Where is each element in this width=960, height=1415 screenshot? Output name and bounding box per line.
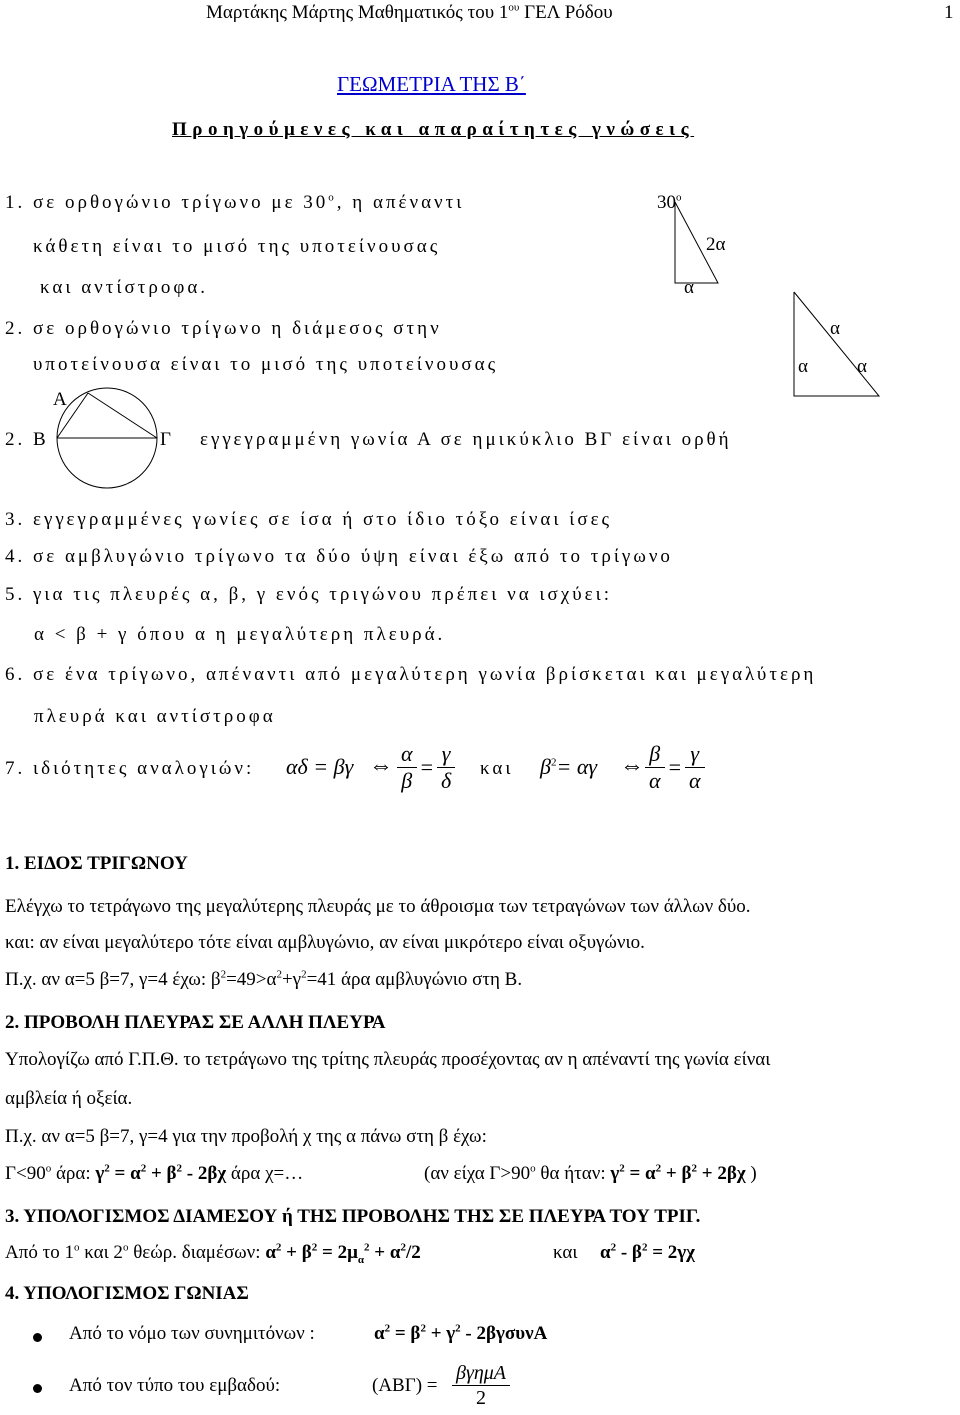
triangle-hypotenuse-label: 2α	[706, 234, 726, 255]
prior-item-1-line-1: 1. σε ορθογώνιο τρίγωνο με $30^o$, η απέναντι	[5, 191, 465, 213]
section-4-title: 4. ΥΠΟΛΟΓΙΣΜΟΣ ΓΩΝΙΑΣ	[5, 1283, 249, 1304]
proportion-fractions-1: $\frac{\alpha}{\beta}$ = $\frac{\gamma}{\delta}$	[397, 741, 455, 794]
prior-item-2-line-1: 2. σε ορθογώνιο τρίγωνο η διάμεσος στην	[5, 318, 442, 339]
section-3-formula-and: και	[553, 1242, 578, 1263]
section-4-bullet-2-lhs: (ΑΒΓ) =	[372, 1375, 438, 1396]
right-triangle-median-figure	[780, 280, 900, 420]
page-header: Μαρτάκης Μάρτης Μαθηματικός του $1^{o\upsilon}$ ΓΕΛ Ρόδου	[206, 1, 613, 23]
proportion-fractions-2: $\frac{\beta}{\alpha}$ = $\frac{\gamma}{\alpha}$	[645, 741, 705, 794]
section-2-example: Π.χ. αν α=5 β=7, γ=4 για την προβολή χ της α πάνω στη β έχω:	[5, 1126, 487, 1147]
prior-item-2b-text: εγγεγραμμένη γωνία Α σε ημικύκλιο ΒΓ είναι ορθή	[200, 429, 732, 450]
proportion-equation-1: αδ = βγ	[286, 754, 354, 779]
median-top-label: α	[830, 318, 840, 339]
circle-point-a-label: Α	[53, 389, 67, 410]
prior-item-6-line-1: 6. σε ένα τρίγωνο, απέναντι από μεγαλύτερη γωνία βρίσκεται και μεγαλύτερη	[5, 664, 817, 685]
section-1-title: 1. ΕΙΔΟΣ ΤΡΙΓΩΝΟΥ	[5, 853, 188, 874]
section-4-bullet-1-formula: $\alpha^2 = \beta^2 + \gamma^2 - 2\beta\gamma\sigma\upsilon\nu A$	[374, 1322, 548, 1344]
prior-item-1-line-2: κάθετη είναι το μισό της υποτείνουσας	[33, 236, 441, 257]
circle-point-g-label: Γ	[160, 429, 171, 450]
prior-item-1-line-3: και αντίστροφα.	[40, 277, 209, 298]
section-4-bullet-1-text: Από το νόμο των συνημιτόνων :	[69, 1323, 315, 1344]
section-2-formula-alt: (αν είχα $\Gamma>90^o$ θα ήταν: $\gamma^2 = \alpha^2 + \beta^2 + 2\beta\chi$ )	[424, 1162, 757, 1184]
prior-item-7-label: 7. ιδιότητες αναλογιών:	[5, 758, 255, 779]
bullet-2	[33, 1384, 42, 1393]
page-title: ΓΕΩΜΕΤΡΙΑ ΤΗΣ Β΄	[337, 72, 526, 96]
section-1-paragraph-1: Ελέγχω το τετράγωνο της μεγαλύτερης πλευράς με το άθροισμα των τετραγώνων των άλλων δύο.	[5, 896, 751, 917]
section-1-paragraph-2: και: αν είναι μεγαλύτερο τότε είναι αμβλυγώνιο, αν είναι μικρότερο είναι οξυγώνιο.	[5, 932, 645, 953]
prior-item-5-line-1: 5. για τις πλευρές α, β, γ ενός τριγώνου πρέπει να ισχύει:	[5, 584, 612, 605]
proportion-and: και	[480, 758, 514, 779]
prior-item-6-line-2: πλευρά και αντίστροφα	[34, 706, 276, 727]
area-fraction: $\frac{\text{βγημΑ}}{2}$	[452, 1361, 510, 1410]
semicircle-figure	[50, 380, 170, 510]
iff-arrow-2: ⇔	[620, 753, 644, 779]
section-1-example: Π.χ. αν α=5 β=7, γ=4 έχω: $\beta^2=49>\alpha^2+\gamma^2=41$ άρα αμβλυγώνιο στη Β.	[5, 968, 523, 990]
prior-item-5-line-2: α < β + γ όπου α η μεγαλύτερη πλευρά.	[34, 624, 446, 645]
median-left-label: α	[798, 356, 808, 377]
prior-item-2-line-2: υποτείνουσα είναι το μισό της υποτείνουσας	[33, 354, 499, 375]
triangle-base-label: α	[684, 277, 694, 298]
section-2-paragraph-2: αμβλεία ή οξεία.	[5, 1088, 133, 1109]
bullet-1	[33, 1333, 42, 1342]
median-right-label: α	[857, 356, 867, 377]
section-3-title: 3. ΥΠΟΛΟΓΙΣΜΟΣ ΔΙΑΜΕΣΟΥ ή ΤΗΣ ΠΡΟΒΟΛΗΣ ΤΗΣ ΣΕ ΠΛΕΥΡΑ ΤΟΥ ΤΡΙΓ.	[5, 1206, 701, 1227]
proportion-equation-2: $\beta^2= \alpha\gamma$	[540, 754, 598, 779]
prior-item-2b-number: 2. Β	[5, 429, 49, 450]
iff-arrow-1: ⇔	[369, 753, 393, 779]
section-4-bullet-2-text: Από τον τύπο του εμβαδού:	[69, 1375, 281, 1396]
section-2-formula: $\Gamma<90^o$ άρα: $\gamma^2 = \alpha^2 + \beta^2 - 2\beta\chi$ άρα χ=…	[5, 1162, 304, 1184]
section-3-formula: Από το $1^o$ και $2^o$ θεώρ. διαμέσων: $\alpha^2 + \beta^2 = 2\mu_\alpha^2 + \alpha^2/2$	[5, 1241, 421, 1266]
prior-item-3: 3. εγγεγραμμένες γωνίες σε ίσα ή στο ίδιο τόξο είναι ίσες	[5, 509, 613, 530]
page-number: 1	[944, 2, 954, 23]
section-3-formula-2: $\alpha^2 - \beta^2 = 2\gamma\chi$	[600, 1241, 695, 1263]
prior-item-4: 4. σε αμβλυγώνιο τρίγωνο τα δύο ύψη είναι έξω από το τρίγωνο	[5, 546, 673, 567]
section-2-paragraph-1: Υπολογίζω από Γ.Π.Θ. το τετράγωνο της τρίτης πλευράς προσέχοντας αν η απέναντί της γωνία είναι	[5, 1049, 771, 1070]
section-2-title: 2. ΠΡΟΒΟΛΗ ΠΛΕΥΡΑΣ ΣΕ ΑΛΛΗ ΠΛΕΥΡΑ	[5, 1012, 386, 1033]
page-subtitle: Προηγούμενες και απαραίτητες γνώσεις	[172, 119, 695, 140]
triangle-30-label: $30^o$	[657, 191, 682, 213]
